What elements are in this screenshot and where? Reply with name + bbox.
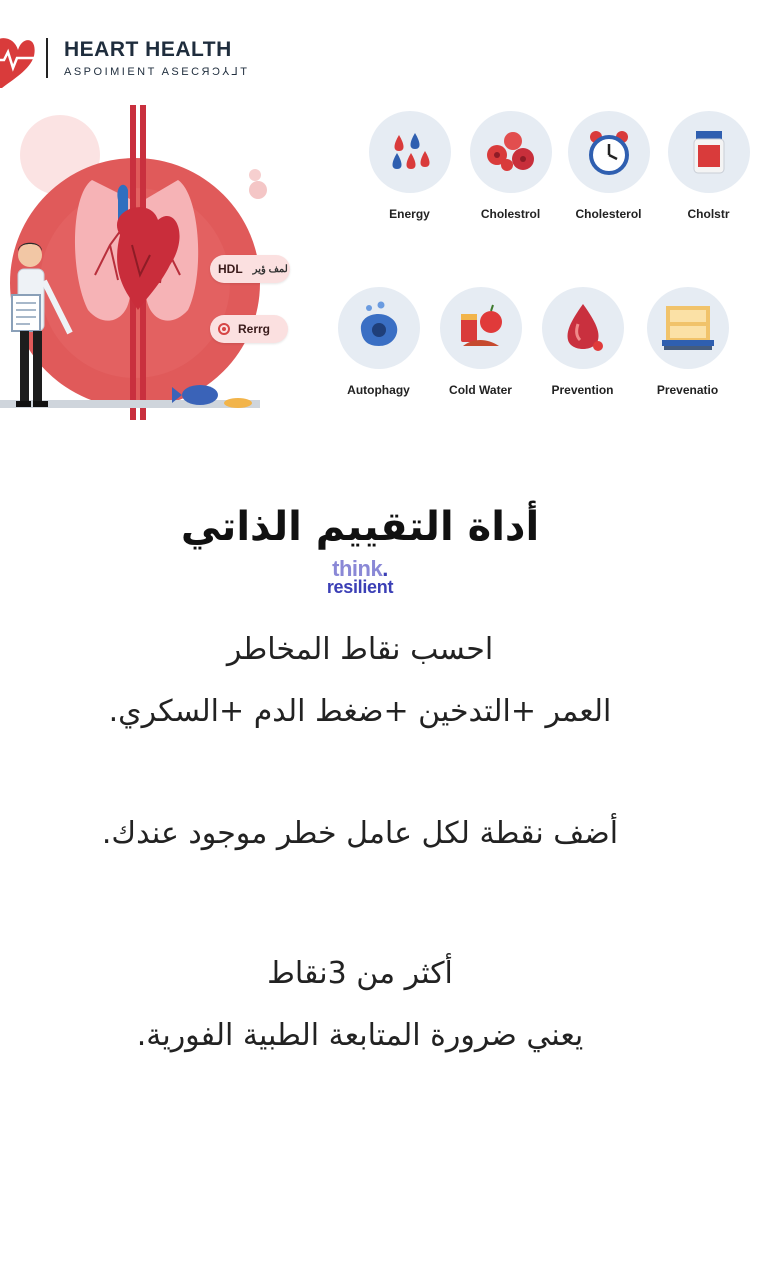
hdl-label: [210, 255, 290, 283]
topic-label: Energy: [389, 207, 430, 221]
topic-label: Prevenatio: [656, 383, 719, 397]
topic-autophagy: [326, 287, 431, 397]
topic-label: Cholesterol: [575, 207, 642, 221]
rerrg-label: [210, 315, 288, 343]
topic-prevention: [530, 287, 635, 397]
brand-title: HEART HEALTH: [64, 38, 232, 61]
instruction-line-4: أكثر من 3نقاط: [267, 956, 453, 991]
heart-logo-icon: [0, 30, 36, 86]
logo-divider: [46, 38, 48, 78]
hdl-text: HDL: [218, 262, 243, 276]
food-icon: [440, 287, 522, 369]
topic-cholstr: [656, 111, 761, 221]
topic-icon-grid: [330, 105, 750, 405]
self-assessment-section: [0, 500, 720, 596]
heart-illustration: [0, 105, 300, 420]
shelf-icon: [647, 287, 729, 369]
think-text: think: [332, 556, 383, 581]
instruction-line-5: يعني ضرورة المتابعة الطبية الفورية.: [136, 1018, 584, 1053]
topic-label: Autophagy: [347, 383, 410, 397]
hdl-arabic-text: لمف ؤير: [252, 263, 288, 275]
instruction-line-2: العمر +التدخين +ضغط الدم +السكري.: [108, 694, 612, 729]
cell-icon: [338, 287, 420, 369]
droplets-icon: [369, 111, 451, 193]
topic-label: Cholstr: [687, 207, 730, 221]
instruction-line-3: أضف نقطة لكل عامل خطر موجود عندك.: [101, 816, 619, 851]
topic-cold-water: [428, 287, 533, 397]
blood-cells-icon: [470, 111, 552, 193]
alarm-clock-icon: [568, 111, 650, 193]
brand-logo: [0, 28, 250, 88]
think-resilient-logo: think. resilient: [315, 558, 405, 596]
topic-label: Cholestrol: [480, 207, 541, 221]
topic-cholesterol: [556, 111, 661, 221]
rerrg-text: Rerrg: [238, 322, 271, 336]
topic-label: Prevention: [551, 383, 614, 397]
blood-drop-icon: [542, 287, 624, 369]
topic-prevenatio: [635, 287, 740, 397]
jar-icon: [668, 111, 750, 193]
instruction-line-1: احسب نقاط المخاطر: [226, 632, 494, 667]
target-icon: [218, 323, 230, 335]
topic-label: Cold Water: [449, 383, 512, 397]
page-title: أداة التقييم الذاتي: [180, 504, 540, 550]
topic-cholestrol: [458, 111, 563, 221]
brand-subtitle: ASPOIMIENT ASECЯƆ⅄⅃T: [64, 66, 250, 78]
topic-energy: [357, 111, 462, 221]
resilient-text: resilient: [326, 577, 394, 597]
